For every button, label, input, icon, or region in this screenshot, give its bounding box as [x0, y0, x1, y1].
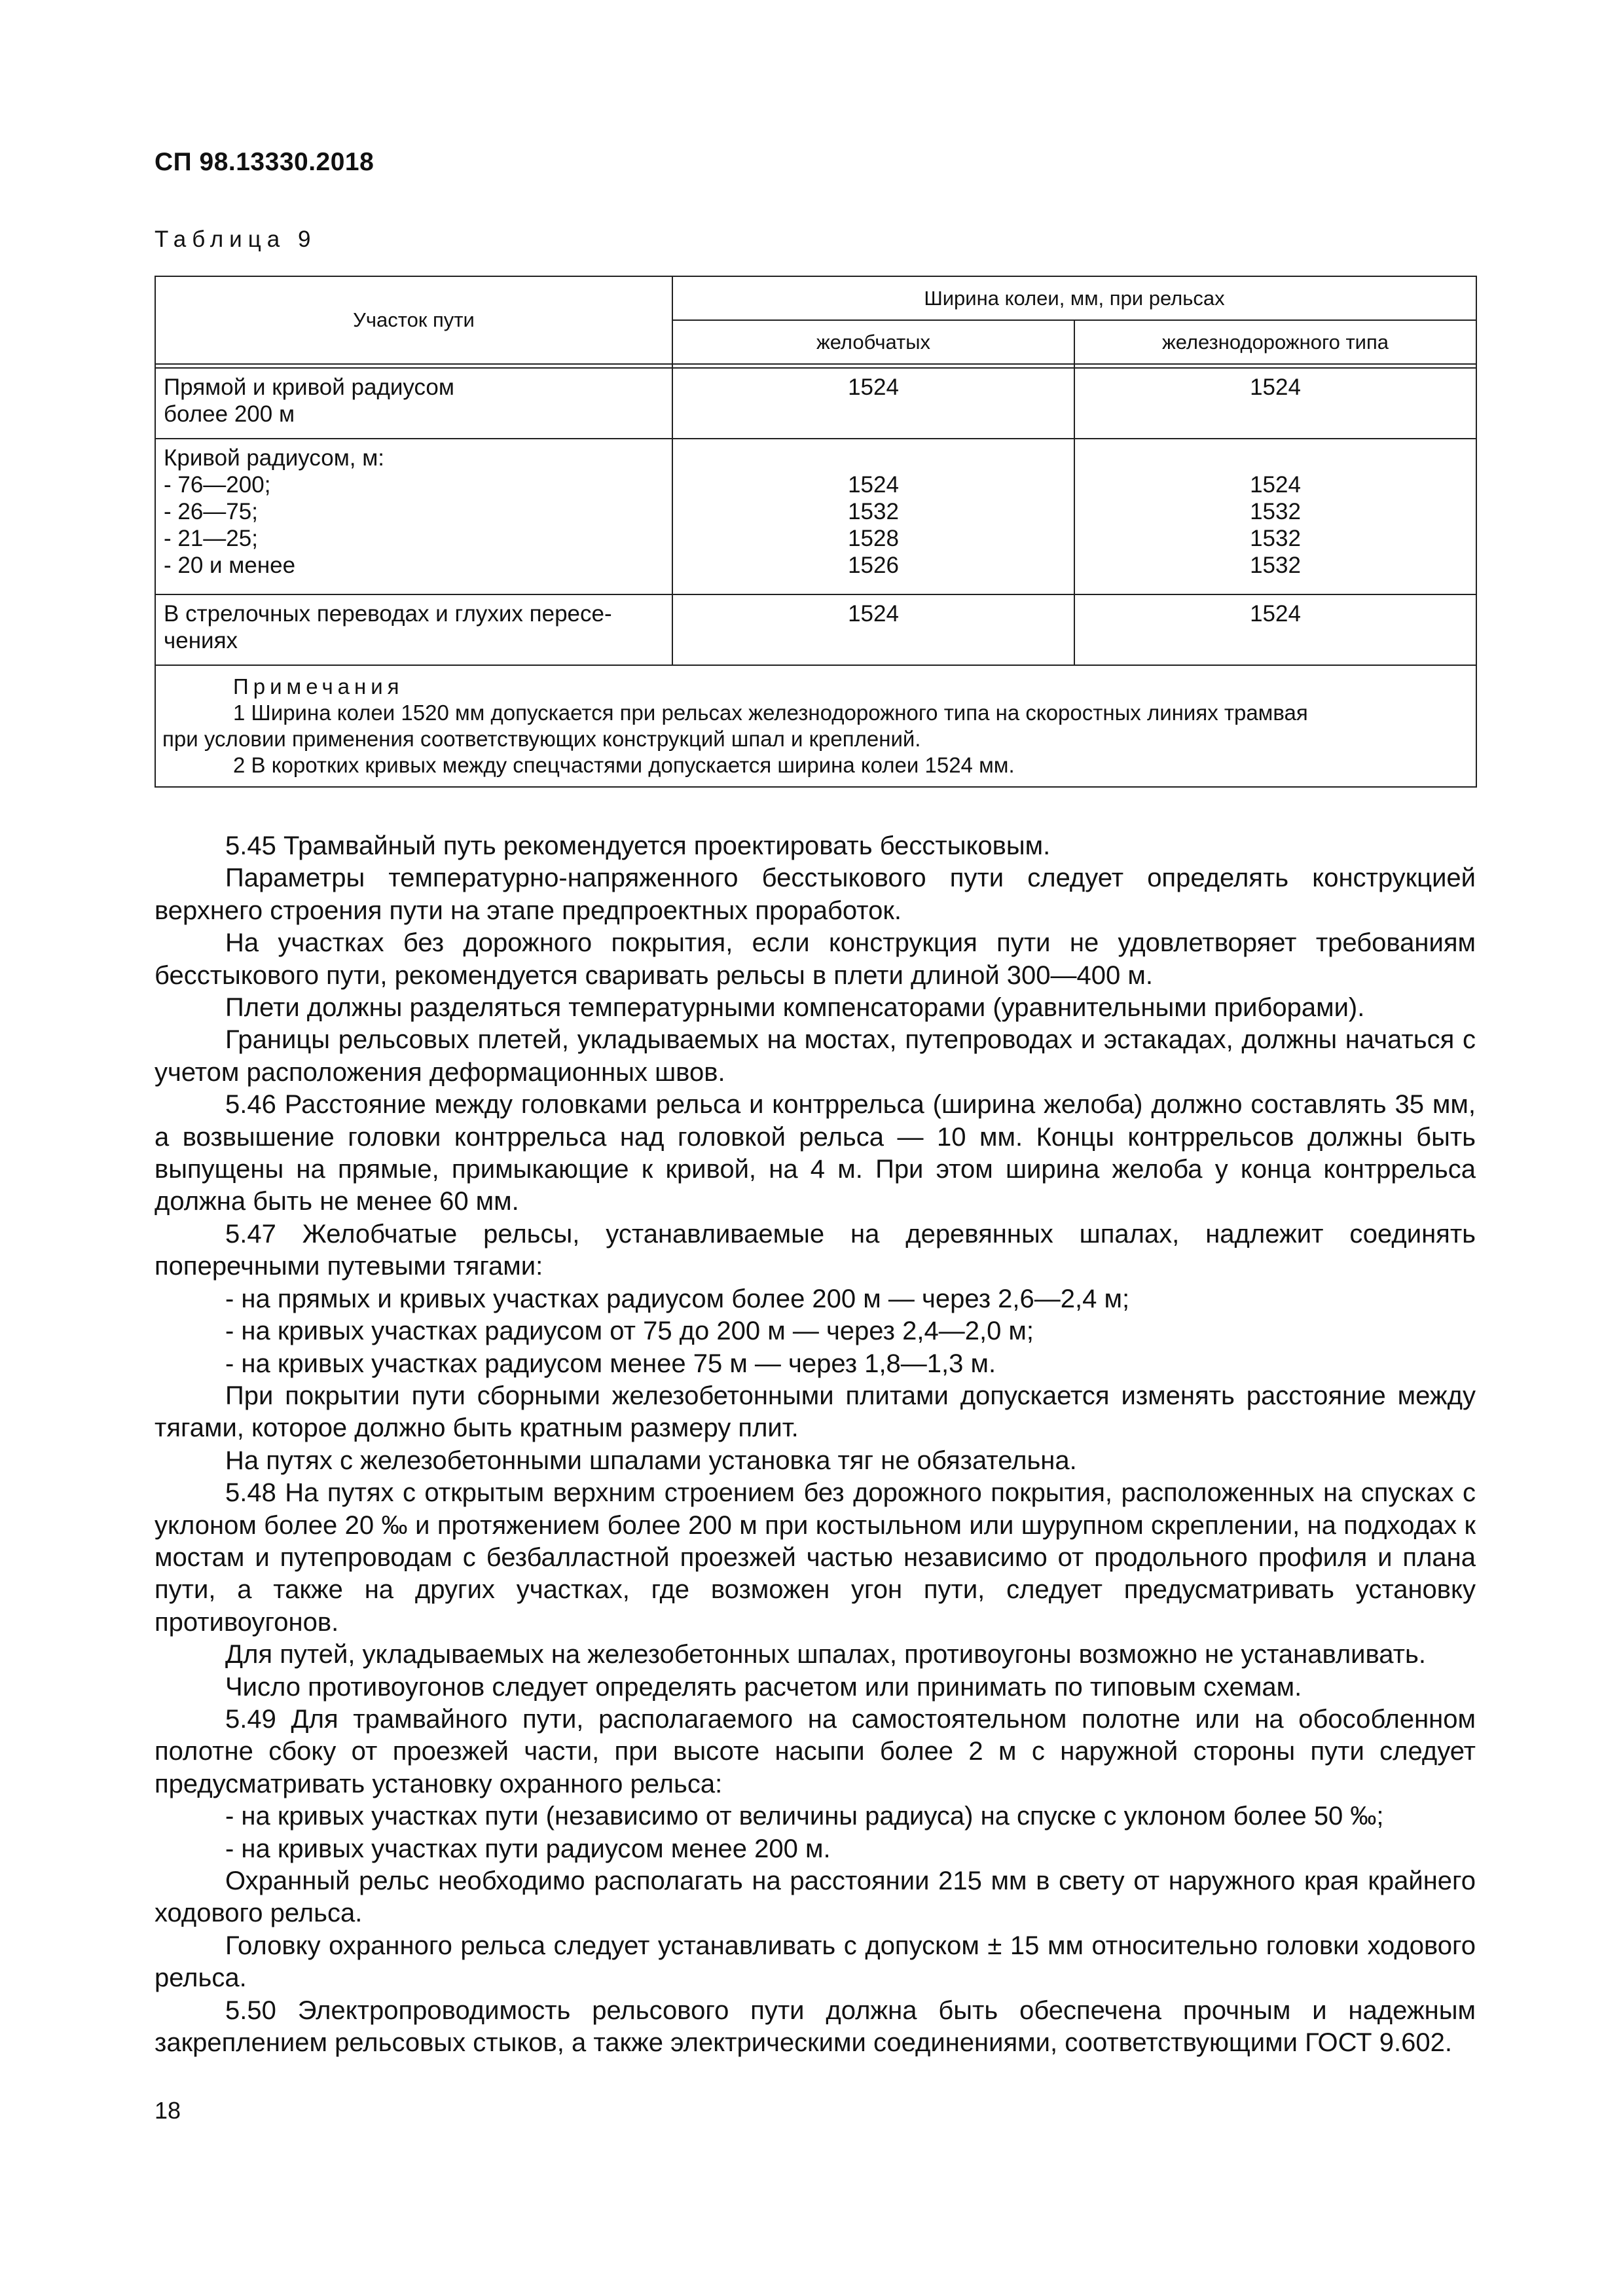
- row-label: - 26—75;: [164, 499, 258, 524]
- track-gauge-table: [155, 276, 1477, 788]
- list-item: - на кривых участках пути (независимо от величины радиуса) на спуске с уклоном более 50 ‰;: [225, 1802, 1384, 1831]
- paragraph: 5.50 Электропроводимость рельсового пути должна быть обеспечена прочным и надежным закреплением рельсовых стыков, а также электрическими соединениями, соответствующими ГОСТ 9.602.: [155, 1995, 1476, 2058]
- paragraph: Головку охранного рельса следует устанавливать с допуском ± 15 мм относительно головки ходового рельса.: [155, 1931, 1476, 1993]
- grooved-value: 1524: [848, 472, 899, 498]
- table-row: [155, 368, 1476, 439]
- paragraph: 5.49 Для трамвайного пути, располагаемого на самостоятельном полотне или на обособленном полотне сбоку от проезжей части, при высоте насыпи более 2 м с наружной стороны пути следует предусматривать установку охранного рельса:: [155, 1704, 1476, 1798]
- row-label: Кривой радиусом, м:: [164, 445, 385, 471]
- list-item: - на кривых участках пути радиусом менее 200 м.: [225, 1834, 831, 1863]
- document-code: СП 98.13330.2018: [155, 148, 374, 176]
- table-row: [155, 594, 1476, 665]
- note-1-line-2: при условии применения соответствующих конструкций шпал и креплений.: [162, 727, 921, 751]
- list-item: - на кривых участках радиусом менее 75 м — через 1,8—1,3 м.: [225, 1349, 996, 1378]
- grooved-value: 1528: [848, 526, 899, 551]
- railway-value: 1524: [1250, 601, 1301, 627]
- list-item: - на кривых участках радиусом от 75 до 200 м — через 2,4—2,0 м;: [225, 1317, 1034, 1346]
- railway-value: 1524: [1250, 472, 1301, 498]
- paragraph: Для путей, укладываемых на железобетонных шпалах, противоугоны возможно не устанавливать.: [225, 1640, 1426, 1669]
- paragraph: На участках без дорожного покрытия, если конструкция пути не удовлетворяет требованиям бесстыкового пути, рекомендуется сваривать рельсы в плети длиной 300—400 м.: [155, 928, 1476, 990]
- header-section: Участок пути: [155, 276, 672, 364]
- table-notes-row: [155, 665, 1476, 787]
- header-railway: железнодорожного типа: [1074, 320, 1476, 364]
- paragraph: Охранный рельс необходимо располагать на расстоянии 215 мм в свету от наружного края крайнего ходового рельса.: [155, 1867, 1476, 1928]
- list-item: - на прямых и кривых участках радиусом более 200 м — через 2,6—2,4 м;: [225, 1284, 1130, 1313]
- row-label: - 21—25;: [164, 526, 258, 551]
- grooved-value: 1526: [848, 553, 899, 578]
- page-number: 18: [155, 2097, 181, 2124]
- note-2: 2 В коротких кривых между спецчастями допускается ширина колеи 1524 мм.: [233, 753, 1015, 777]
- row-label: В стрелочных переводах и глухих пересе-: [164, 601, 612, 627]
- railway-value: [1083, 445, 1468, 471]
- row-label: - 20 и менее: [164, 553, 296, 578]
- paragraph: Плети должны разделяться температурными компенсаторами (уравнительными приборами).: [225, 993, 1365, 1023]
- paragraph: 5.48 На путях с открытым верхним строением без дорожного покрытия, расположенных на спусках с уклоном более 20 ‰ и протяжением более 200 м при костыльном или шурупном скреплении, на подходах к мостам и путепроводам с безбалластной проезжей частью независимо от продольного профиля и плана пути, а также на других участках, где возможен угон пути, следует предусматривать установку противоугонов.: [155, 1478, 1476, 1637]
- row-label: - 76—200;: [164, 472, 271, 498]
- paragraph: При покрытии пути сборными железобетонными плитами допускается изменять расстояние между тягами, которое должно быть кратным размеру плит.: [155, 1381, 1476, 1443]
- header-grooved: желобчатых: [672, 320, 1074, 364]
- railway-value: 1524: [1250, 374, 1301, 400]
- grooved-value: 1532: [848, 499, 899, 524]
- paragraph: Число противоугонов следует определять расчетом или принимать по типовым схемам.: [225, 1672, 1302, 1702]
- grooved-value: [681, 445, 1066, 471]
- paragraph: 5.47 Желобчатые рельсы, устанавливаемые на деревянных шпалах, надлежит соединять поперечными путевыми тягами:: [155, 1219, 1476, 1281]
- paragraph: 5.45 Трамвайный путь рекомендуется проектировать бесстыковым.: [225, 831, 1051, 860]
- table-row: [155, 439, 1476, 594]
- grooved-value: 1524: [848, 601, 899, 627]
- body-text: [155, 830, 1476, 2059]
- paragraph: 5.46 Расстояние между головками рельса и контррельса (ширина желоба) должно составлять 35 мм, а возвышение головки контррельса над головкой рельса — 10 мм. Концы контррельсов должны быть выпущены на прямые, примыкающие к кривой, на 4 м. При этом ширина желоба у конца контррельса должна быть не менее 60 мм.: [155, 1090, 1476, 1216]
- table-caption: Таблица 9: [155, 227, 317, 252]
- paragraph: На путях с железобетонными шпалами установка тяг не обязательна.: [225, 1446, 1077, 1475]
- notes-title: Примечания: [233, 674, 404, 699]
- paragraph: Параметры температурно-напряженного бесстыкового пути следует определять конструкцией верхнего строения пути на этапе предпроектных проработок.: [155, 864, 1476, 925]
- railway-value: 1532: [1250, 499, 1301, 524]
- row-label: чениях: [164, 628, 238, 653]
- grooved-value: 1524: [848, 374, 899, 400]
- railway-value: 1532: [1250, 526, 1301, 551]
- row-label: Прямой и кривой радиусом: [164, 374, 454, 400]
- railway-value: 1532: [1250, 553, 1301, 578]
- row-label: более 200 м: [164, 401, 295, 427]
- paragraph: Границы рельсовых плетей, укладываемых на мостах, путепроводах и эстакадах, должны начаться с учетом расположения деформационных швов.: [155, 1025, 1476, 1087]
- header-gauge-group: Ширина колеи, мм, при рельсах: [672, 276, 1476, 320]
- note-1-line-1: 1 Ширина колеи 1520 мм допускается при рельсах железнодорожного типа на скоростных линиях трамвая: [233, 701, 1308, 725]
